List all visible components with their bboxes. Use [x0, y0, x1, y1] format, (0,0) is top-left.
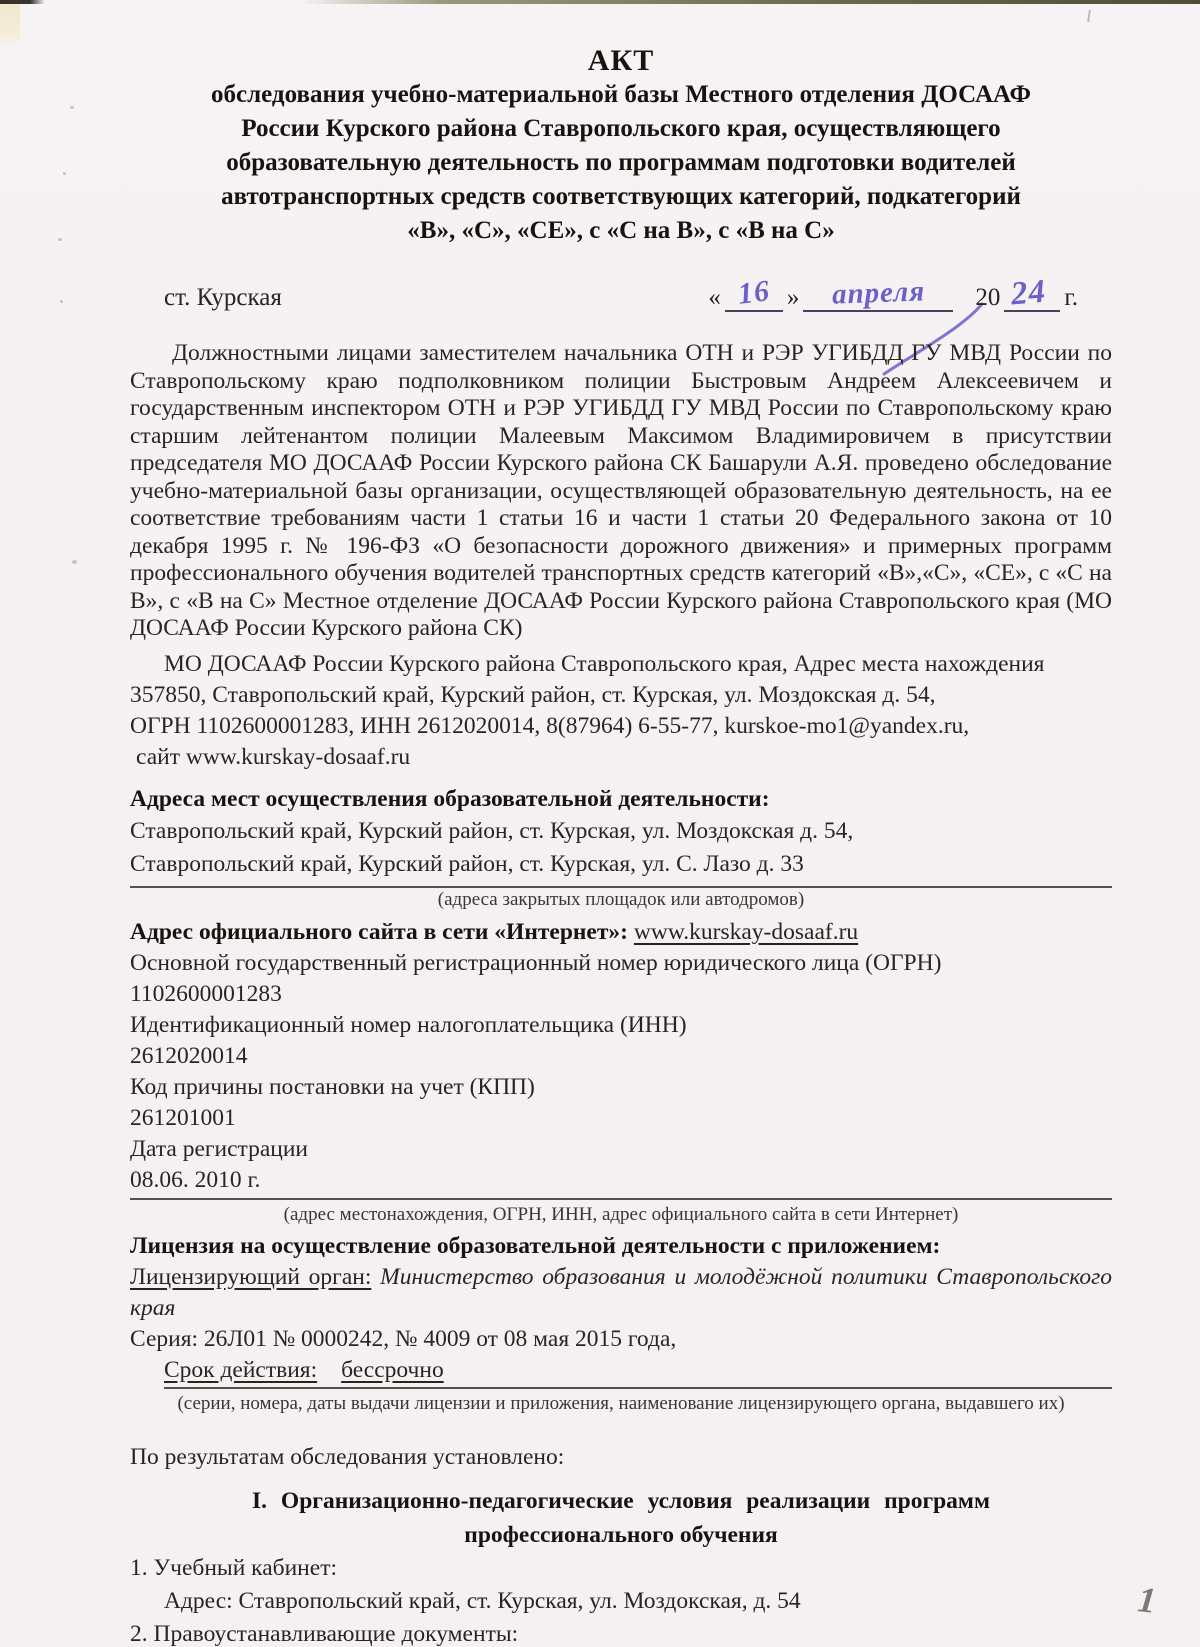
official-site-row — [130, 917, 1112, 948]
org-registration-line: ОГРН 1102600001283, ИНН 2612020014, 8(87964) 6-55-77, kurskoe-mo1@yandex.ru, — [130, 712, 970, 739]
handwritten-day: 16 — [735, 274, 772, 311]
document-content — [130, 44, 1112, 1647]
section-1-heading-line-2: профессионального обучения — [464, 1521, 778, 1548]
inn-value: 2612020014 — [130, 1042, 248, 1069]
licensing-authority-label: Лицензирующий орган: — [130, 1263, 372, 1290]
corner-stain-artifact — [0, 4, 20, 44]
license-series-line: Серия: 26Л01 № 0000242, № 4009 от 08 мая 2015 года, — [130, 1325, 677, 1352]
addresses-caption: (адреса закрытых площадок или автодромов) — [437, 888, 805, 910]
item-1-address: Адрес: Ставропольский край, ст. Курская, ул. Моздокская, д. 54 — [164, 1587, 801, 1614]
kpp-label: Код причины постановки на учет (КПП) — [130, 1073, 535, 1100]
inspection-paragraph: Должностными лицами заместителем начальника ОТН и РЭР УГИБДД ГУ МВД России по Ставропольскому краю подполковником полиции Быстровым Андреем Алексеевичем и государственным инспектором ОТН и РЭР УГИБДД ГУ МВД России по Ставропольскому краю старшим лейтенантом полиции Малеевым Максимом Владимировичем в присутствии председателя МО ДОСААФ России Курского района СК Башарули А.Я. проведено обследование учебно-материальной базы организации, осуществляющей образовательную деятельность, на ее соответствие требованиям части 1 статьи 16 и части 1 статьи 20 Федерального закона от 10 декабря 1995 г. № 196-ФЗ «О безопасности дорожного движения» и примерных программ профессионального обучения водителей транспортных средств категорий «В»,«С», «СЕ», с «С на В», с «В на С» Местное отделение ДОСААФ России Курского района Ставропольского края (МО ДОСААФ России Курского района СК) — [130, 340, 1112, 641]
item-1-training-room: 1. Учебный кабинет: — [130, 1554, 337, 1581]
doc-title-line: автотранспортных средств соответствующих категорий, подкатегорий — [221, 183, 1021, 210]
day-blank — [725, 276, 783, 312]
license-term-value: бессрочно — [341, 1356, 444, 1383]
scan-speck — [72, 560, 77, 564]
license-caption: (серии, номера, даты выдачи лицензии и приложения, наименование лицензирующего органа, выдавшего их) — [177, 1392, 1065, 1414]
addresses-heading: Адреса мест осуществления образовательной деятельности: — [130, 785, 770, 812]
org-name-line: МО ДОСААФ России Курского района Ставропольского края, Адрес места нахождения — [164, 650, 1045, 677]
scan-speck — [58, 238, 62, 241]
item-2-title-documents: 2. Правоустанавливающие документы: — [130, 1620, 519, 1647]
handwritten-page-number: 1 — [1135, 1579, 1159, 1621]
section-1-heading-line-1: I. Организационно-педагогические условия реализации программ — [252, 1487, 990, 1514]
official-site-url: www.kurskay-dosaaf.ru — [633, 918, 859, 945]
official-site-label: Адрес официального сайта в сети «Интернет»: — [130, 918, 628, 945]
handwritten-month: апреля — [831, 275, 926, 311]
license-heading: Лицензия на осуществление образовательной деятельности с приложением: — [130, 1232, 941, 1259]
education-address-1: Ставропольский край, Курский район, ст. Курская, ул. Моздокская д. 54, — [130, 817, 854, 844]
place-and-date-row — [130, 270, 1112, 312]
open-quote: « — [708, 284, 721, 311]
registration-caption: (адрес местонахождения, ОГРН, ИНН, адрес официального сайта в сети Интернет) — [283, 1203, 959, 1225]
place-label: ст. Курская — [164, 284, 282, 311]
education-address-2: Ставропольский край, Курский район, ст. Курская, ул. С. Лазо д. 33 — [130, 850, 804, 877]
scan-speck — [70, 106, 74, 109]
registration-date-value: 08.06. 2010 г. — [130, 1165, 1112, 1200]
scan-speck — [63, 172, 66, 175]
ogrn-value: 1102600001283 — [130, 980, 282, 1007]
year-prefix: 20 — [975, 284, 1001, 311]
organization-details — [130, 649, 1112, 773]
scan-mark — [1087, 10, 1091, 22]
doc-title-line: обследования учебно-материальной базы Местного отделения ДОСААФ — [211, 81, 1031, 108]
date-field — [708, 275, 1112, 312]
licensing-authority-name: Министерство образования и молодёжной политики Ставропольского края — [130, 1263, 1113, 1321]
license-term-row — [164, 1355, 1112, 1389]
doc-heading: АКТ — [587, 44, 655, 77]
scan-edge-artifact — [0, 0, 1200, 4]
doc-title — [130, 78, 1112, 248]
registration-date-label: Дата регистрации — [130, 1135, 309, 1162]
inn-label: Идентификационный номер налогоплательщика (ИНН) — [130, 1011, 687, 1038]
doc-title-line: образовательную деятельность по программам подготовки водителей — [226, 149, 1016, 176]
handwritten-year: 24 — [1009, 273, 1048, 313]
results-line: По результатам обследования установлено: — [130, 1443, 565, 1470]
licensing-authority-row — [130, 1262, 1112, 1324]
license-term-label: Срок действия: — [164, 1356, 318, 1383]
org-address-line: 357850, Ставропольский край, Курский район, ст. Курская, ул. Моздокская д. 54, — [130, 681, 936, 708]
month-blank — [803, 277, 953, 312]
doc-title-line: «В», «С», «СЕ», с «С на В», с «В на С» — [407, 217, 835, 244]
close-quote: » — [786, 284, 800, 311]
year-blank — [1004, 275, 1060, 312]
doc-title-line: России Курского района Ставропольского края, осуществляющего — [241, 115, 1001, 142]
year-suffix: г. — [1064, 284, 1078, 311]
kpp-value: 261201001 — [130, 1104, 236, 1131]
ogrn-label: Основной государственный регистрационный номер юридического лица (ОГРН) — [130, 949, 942, 976]
org-site-line: сайт www.kurskay-dosaaf.ru — [136, 743, 411, 770]
scan-speck — [60, 300, 63, 303]
